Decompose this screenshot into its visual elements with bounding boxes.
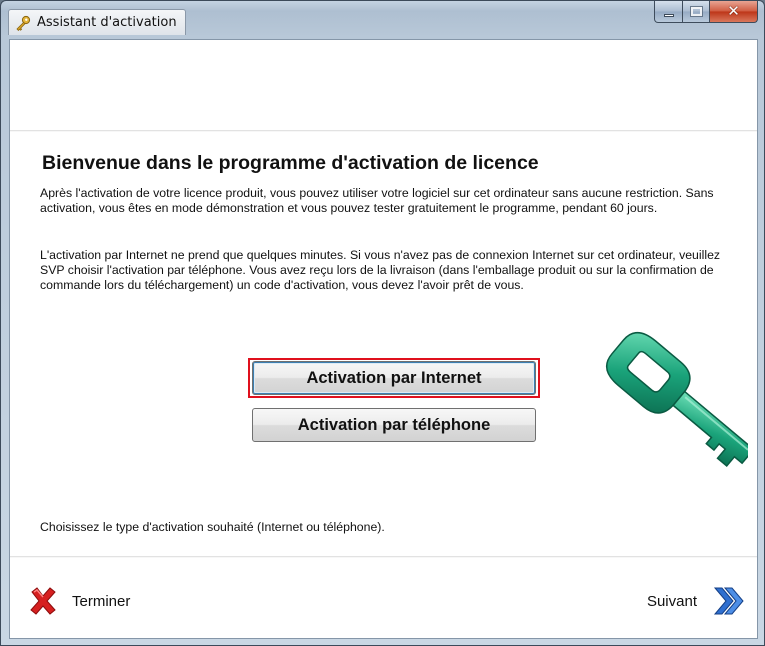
- phone-activation-button[interactable]: Activation par téléphone: [252, 408, 536, 442]
- maximize-icon: [691, 7, 702, 16]
- minimize-button[interactable]: [654, 1, 683, 23]
- key-app-icon: [15, 15, 31, 31]
- window-controls: [654, 1, 758, 25]
- double-chevron-right-icon: [711, 584, 745, 618]
- footer-divider: [10, 556, 757, 558]
- terminer-button[interactable]: [28, 584, 130, 618]
- title-tab: [8, 9, 186, 35]
- minimize-icon: [664, 14, 674, 17]
- title-bar[interactable]: [1, 1, 765, 39]
- internet-info-paragraph: L'activation par Internet ne prend que quelques minutes. Si vous n'avez pas de connexion Internet sur cet ordinateur, veuillez SVP choisir l'activation par téléphone. Vous avez reçu lors de la livraison (dans l'emballage produit ou sur la confirmation de commande lors du téléchargement) un code d'activation, vous devez l'avoir prêt de vous.: [40, 248, 721, 292]
- suivant-label: Suivant: [646, 592, 697, 610]
- header-divider: [10, 130, 757, 132]
- selection-hint: Choisissez le type d'activation souhaité (Internet ou téléphone).: [40, 520, 385, 534]
- page-title: Bienvenue dans le programme d'activation de licence: [42, 152, 539, 174]
- suivant-button[interactable]: [647, 584, 745, 618]
- key-illustration-icon: [578, 330, 748, 490]
- internet-activation-button[interactable]: Activation par Internet: [252, 361, 536, 395]
- close-icon: ✕: [727, 3, 740, 20]
- cancel-x-icon: [28, 586, 58, 616]
- window-title: Assistant d'activation: [37, 15, 177, 30]
- terminer-label: Terminer: [72, 592, 131, 610]
- wizard-client-area: [9, 39, 758, 639]
- intro-paragraph: Après l'activation de votre licence produit, vous pouvez utiliser votre logiciel sur cet ordinateur sans aucune restriction. Sans activation, vous êtes en mode démonstration et vous pouvez tester gratuitement le programme, pendant 60 jours.: [40, 186, 714, 215]
- maximize-button[interactable]: [683, 1, 710, 23]
- close-button[interactable]: [710, 1, 758, 23]
